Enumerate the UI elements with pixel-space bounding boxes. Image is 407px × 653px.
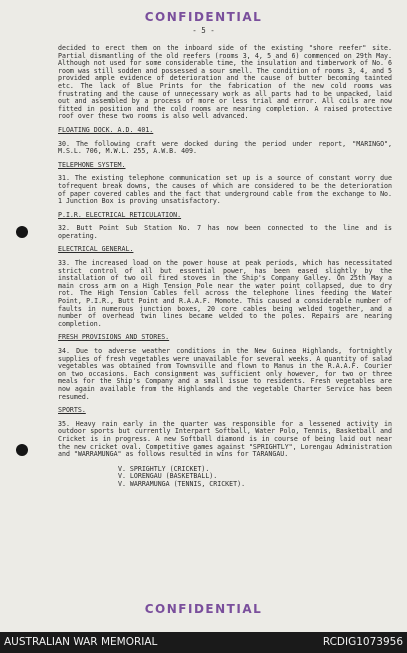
section-heading: SPORTS. (58, 406, 86, 415)
footer-source: AUSTRALIAN WAR MEMORIAL (4, 636, 158, 648)
page-number: - 5 - (192, 26, 215, 35)
section-heading: P.I.R. ELECTRICAL RETICULATION. (58, 210, 182, 219)
results-list (118, 466, 392, 489)
section-heading: FRESH PROVISIONS AND STORES. (58, 333, 170, 342)
section-paragraph: 33. The increased load on the power house at peak periods, which has necessitated strict control of all but essential power, has been eased slightly by the installation of two oil fired stoves in the Ship's Company Galley. On 25th May a main cross arm on a High Tension Pole near the water point collapsed, due to dry rot. The High Tension Cables fell across the telephone lines feeding the Water Point, P.I.R., Butt Point and R.A.A.F. Momote. This caused a considerable number of faults in numerous junction boxes, 20 core cables being welded together, and a number of overhead twin lines became welded to the poles. Repairs are nearing completion. (58, 259, 392, 328)
list-item: V. SPRIGHTLY (CRICKET). (118, 464, 210, 473)
section-paragraph: 32. Butt Point Sub Station No. 7 has now been connected to the line and is operating. (58, 224, 392, 240)
section-heading: ELECTRICAL GENERAL. (58, 245, 134, 254)
section-heading: FLOATING DOCK. A.D. 401. (58, 125, 154, 134)
section-paragraph: 34. Due to adverse weather conditions in the New Guinea Highlands, fortnightly supplies of fresh vegetables were unavailable for several weeks. A quantity of salad vegetables was obtained from Townsville and flown to Manus in the R.A.A.F. Courier on two occasions. Each consignment was sufficient only however, for two or three meals for the Ship's Company and a small issue to residents. Fresh vegetables are now again available from the Highlands and the vegetable Charter Service has been resumed. (58, 347, 392, 401)
punch-hole-bottom (16, 444, 28, 456)
document-body (58, 45, 392, 489)
section-paragraph: 35. Heavy rain early in the quarter was responsible for a lessened activity in outdoor sports but currently Interpart Softball, Water Polo, Tennis, Basketball and Cricket is in progress. A new Softball diamond is in course of being laid out near the new cricket oval. Competitive games against "SPRIGHTLY", Lorengau Administration and "WARRAMUNGA" as follows resulted in wins for TARANGAU. (58, 419, 392, 459)
section-heading: TELEPHONE SYSTEM. (58, 160, 126, 169)
list-item: V. WARRAMUNGA (TENNIS, CRICKET). (118, 479, 246, 488)
section-paragraph: 31. The existing telephone communication set up is a source of constant worry due tofrequent break downs, the causes of which are considered to be the deterioration of paper covered cables and the fact that underground cable from the exchange to No. 1 Junction Box is proving unsatisfactory. (58, 174, 392, 206)
section-paragraph: 30. The following craft were docked during the period under report, "MARINGO", M.S.L. 706, M.W.L. 255, A.W.B. 409. (58, 139, 392, 156)
intro-paragraph: decided to erect them on the inboard side of the existing "shore reefer" site. Partial dismantling of the old reefers (rooms 3, 4, 5 and 6) commenced on 29th May. Although not used for some considerable time, the insulation and timberwork of No. 6 room was still sodden and possessed a sour smell. The condition of rooms 3, 4, and 5 provided ample evidence of deterioration and the cause of butter becoming tainted etc. The lack of Blue Prints for the fabrication of the new cold rooms was frustrating and the cause of unnecessary work as all parts had to be unpacked, laid out and assembled by a process of more or less trial and error. All coils are now fitted in position and the cold rooms are nearing completion. A raised protective roof over these two rooms is also well advanced. (58, 44, 392, 121)
archive-footer (0, 632, 407, 653)
punch-hole-top (16, 226, 28, 238)
confidential-stamp-top: CONFIDENTIAL (144, 10, 263, 24)
footer-record-id: RCDIG1073956 (322, 636, 403, 648)
confidential-stamp-bottom: CONFIDENTIAL (144, 602, 263, 616)
list-item: V. LORENGAU (BASKETBALL). (118, 472, 218, 481)
